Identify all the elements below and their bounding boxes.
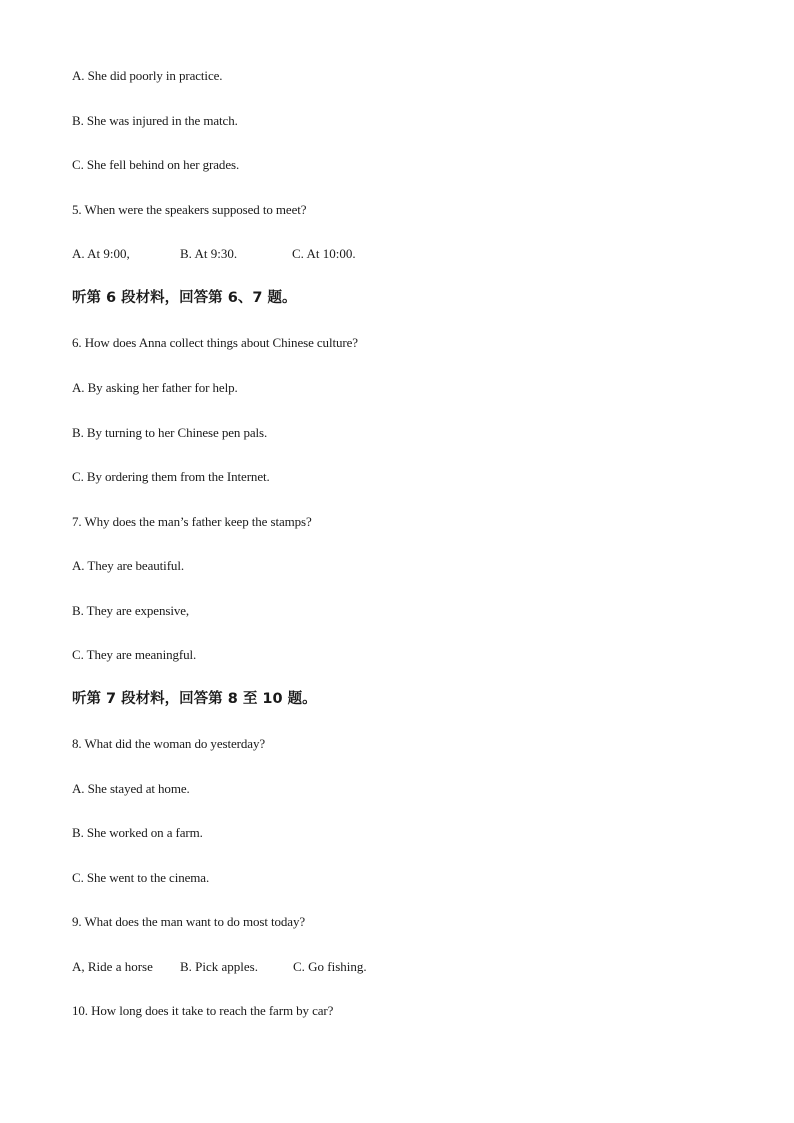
q5-option-a: A. At 9:00,	[72, 246, 130, 261]
q6-option-a: A. By asking her father for help.	[72, 380, 238, 395]
q8-option-c: C. She went to the cinema.	[72, 870, 210, 885]
section-heading-6: 听第 6 段材料，回答第 6、7 题。	[72, 290, 297, 306]
q9-option-a: A, Ride a horse	[72, 959, 153, 974]
question-9: 9. What does the man want to do most today?	[72, 914, 306, 929]
q8-option-b: B. She worked on a farm.	[72, 825, 203, 840]
q9-option-c: C. Go fishing.	[293, 959, 367, 974]
q4-option-a: A. She did poorly in practice.	[72, 68, 223, 83]
question-10: 10. How long does it take to reach the farm by car?	[72, 1003, 334, 1018]
question-5: 5. When were the speakers supposed to meet?	[72, 202, 307, 217]
q5-option-c: C. At 10:00.	[292, 246, 356, 261]
q7-option-b: B. They are expensive,	[72, 603, 190, 618]
q7-option-a: A. They are beautiful.	[72, 558, 184, 573]
q6-option-c: C. By ordering them from the Internet.	[72, 469, 270, 484]
question-6: 6. How does Anna collect things about Chinese culture?	[72, 335, 358, 350]
q9-option-b: B. Pick apples.	[180, 959, 258, 974]
q7-option-c: C. They are meaningful.	[72, 647, 197, 662]
section-heading-7: 听第 7 段材料，回答第 8 至 10 题。	[72, 691, 317, 707]
question-7: 7. Why does the man’s father keep the stamps?	[72, 514, 312, 529]
q5-option-b: B. At 9:30.	[180, 246, 238, 261]
q8-option-a: A. She stayed at home.	[72, 781, 190, 796]
q4-option-c: C. She fell behind on her grades.	[72, 157, 240, 172]
question-8: 8. What did the woman do yesterday?	[72, 736, 266, 751]
q4-option-b: B. She was injured in the match.	[72, 113, 238, 128]
q6-option-b: B. By turning to her Chinese pen pals.	[72, 425, 268, 440]
